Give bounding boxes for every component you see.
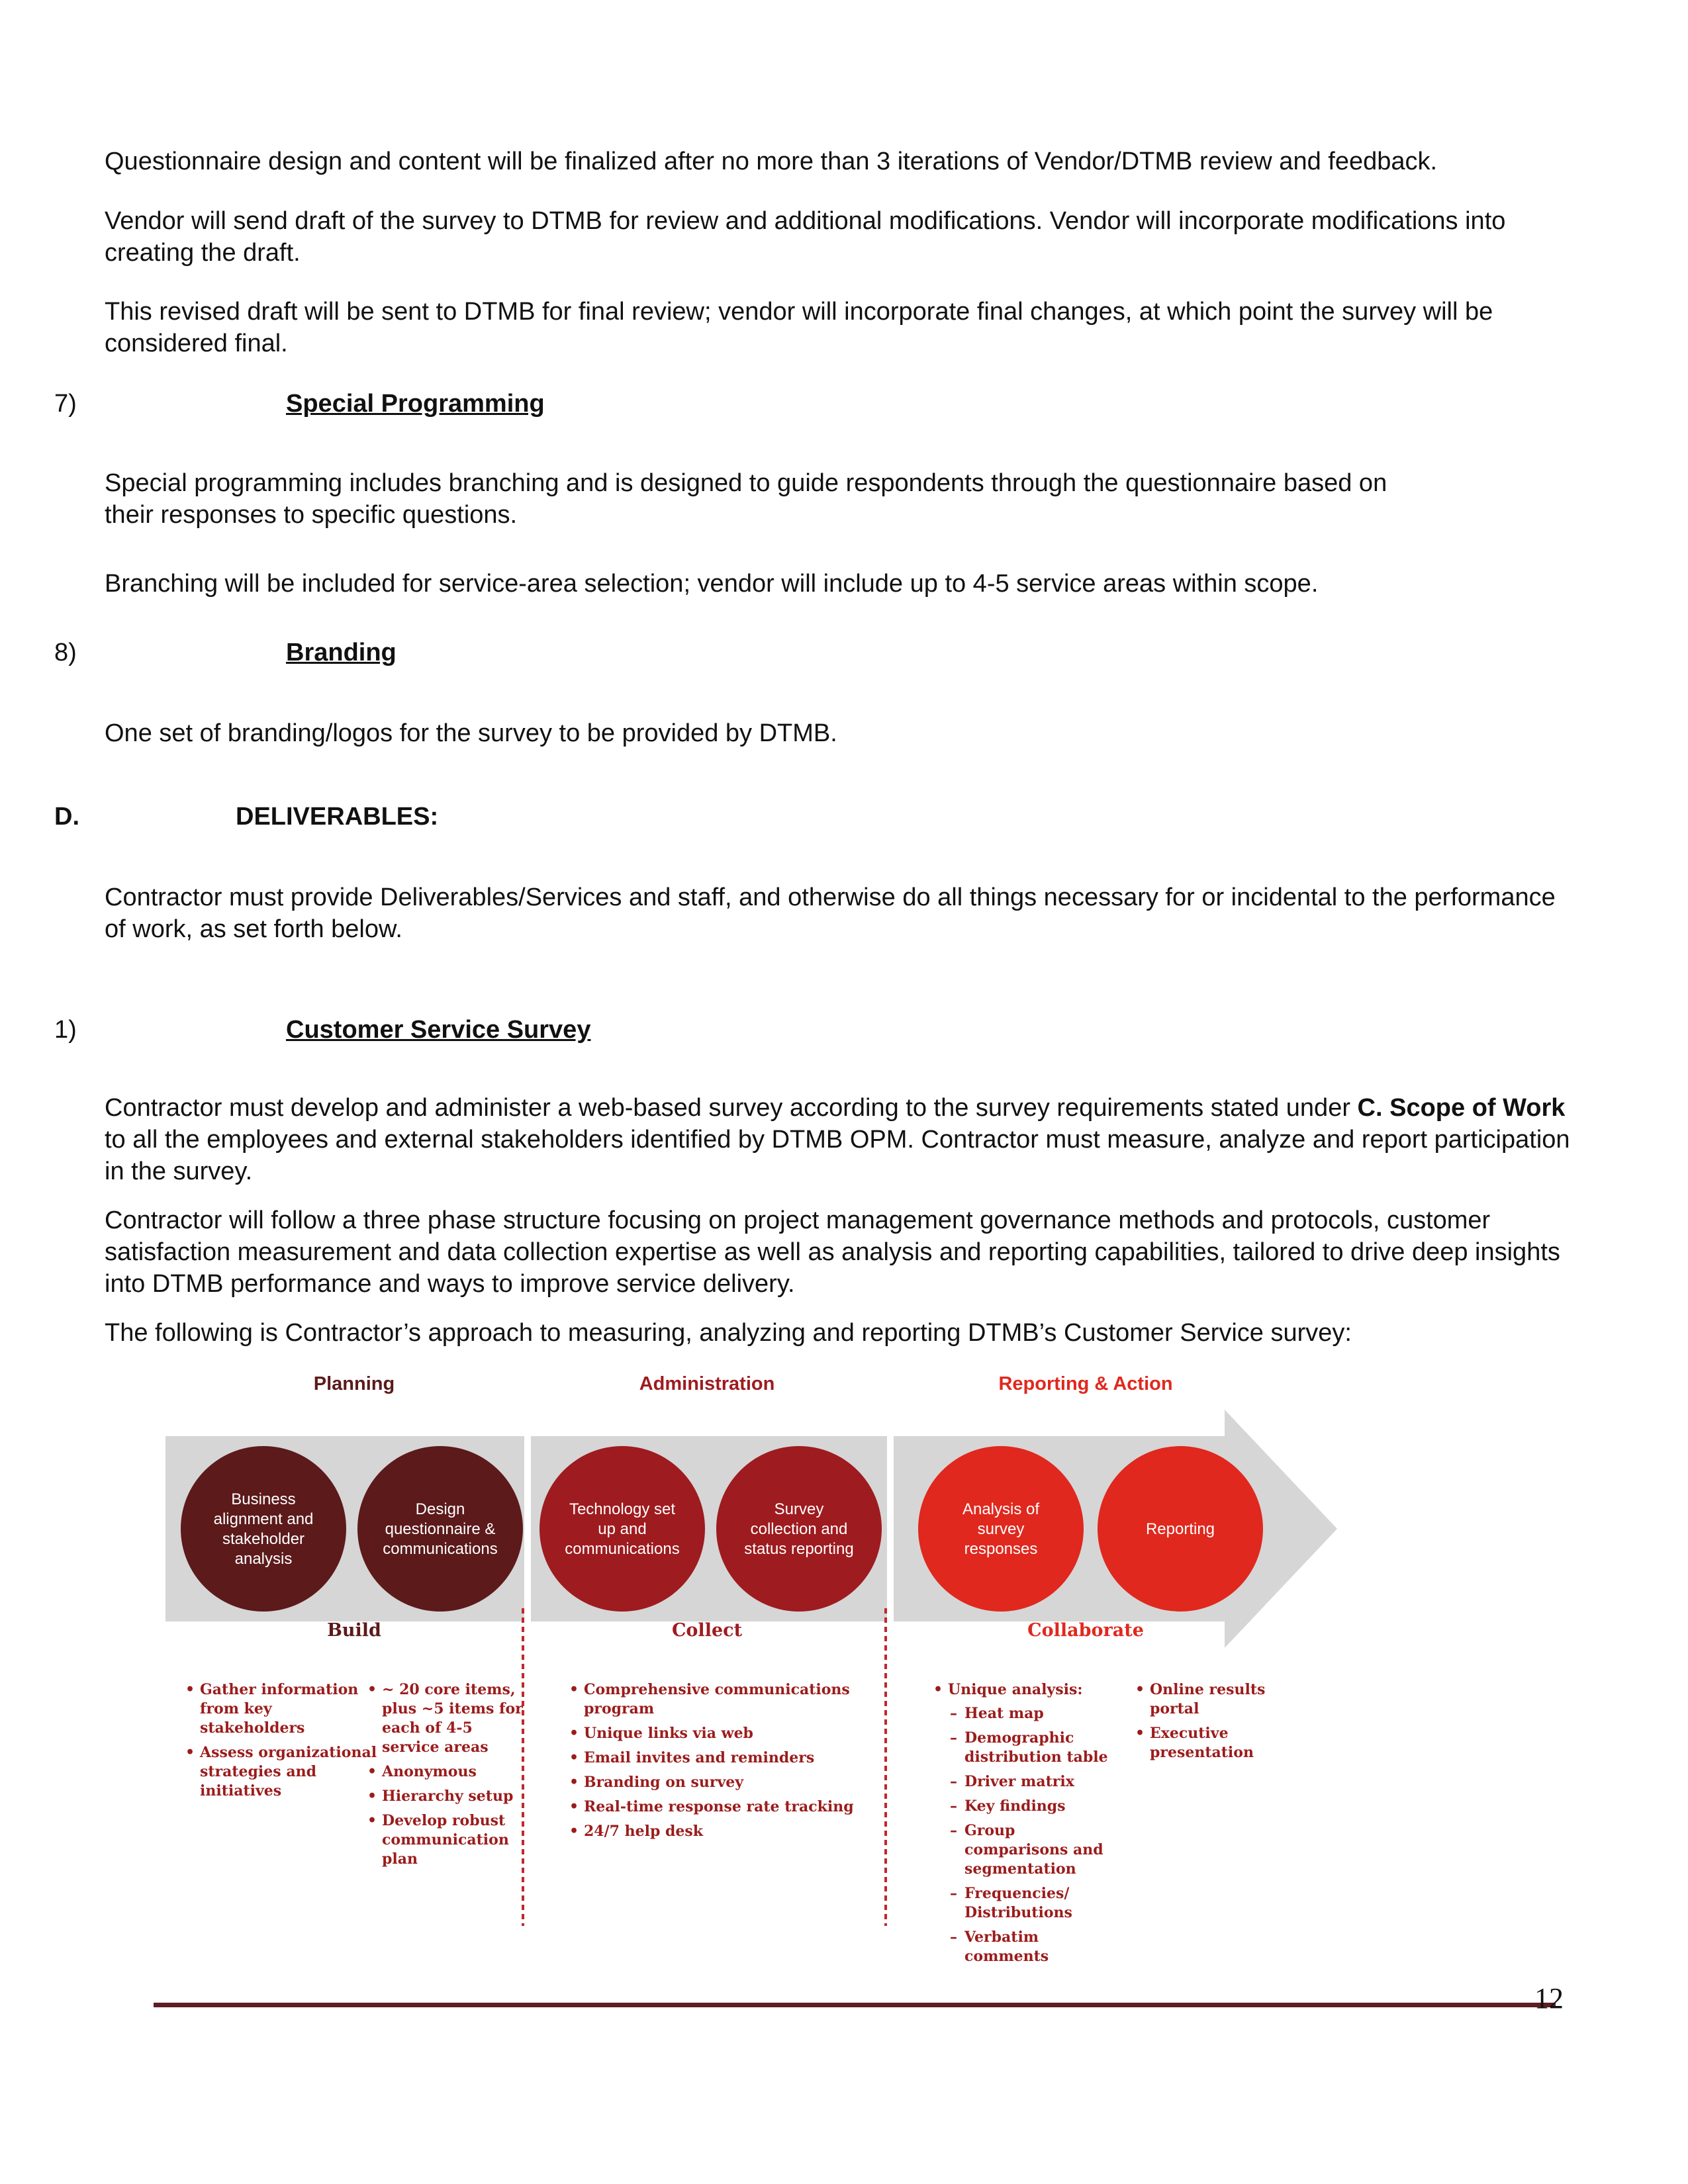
bullet-marker: –: [950, 1885, 957, 1902]
bullet-text: Unique links via web: [584, 1725, 753, 1742]
circle-label: responses: [964, 1540, 1038, 1558]
bullet-marker: •: [367, 1812, 377, 1829]
paragraph-vendor-draft: Vendor will send draft of the survey to DTMB for review and additional modifications. Vendor will incorporate modifications into creating the draft.: [105, 207, 1506, 267]
phase-title: Planning: [313, 1373, 395, 1394]
bullet-text: comparisons and: [964, 1841, 1103, 1858]
bullet-text: ~ 20 core items,: [382, 1681, 516, 1698]
bullet-text: Branding on survey: [584, 1774, 744, 1791]
section-letter-d: D.: [54, 803, 79, 831]
circle-label: Reporting: [1145, 1520, 1215, 1538]
footer-rule: [154, 2003, 1556, 2007]
bullet-marker: •: [933, 1681, 943, 1698]
circle-label: survey: [977, 1520, 1025, 1538]
circle-label: Design: [415, 1500, 465, 1518]
bullet-marker: •: [1135, 1681, 1145, 1698]
bullet-text: Comprehensive communications: [584, 1681, 850, 1698]
bullet-text: Real-time response rate tracking: [584, 1798, 854, 1815]
phase-title: Reporting & Action: [998, 1373, 1173, 1394]
bullet-text: Key findings: [964, 1797, 1066, 1815]
bullet-text: Group: [964, 1822, 1015, 1839]
bullet-text: Frequencies/: [964, 1885, 1070, 1902]
bullet-marker: –: [950, 1822, 957, 1839]
circle-label: Survey: [774, 1500, 824, 1518]
bullet-marker: –: [950, 1773, 957, 1790]
paragraph-three-phase: Contractor will follow a three phase structure focusing on project management governance methods and protocols, customer satisfaction measurement and data collection expertise as well as analysis and reporting capabilities, tailored to drive deep insights into DTMB performance and ways to improve service delivery.: [105, 1206, 1560, 1298]
circle-label: stakeholder: [222, 1530, 305, 1548]
bullet-text: communication: [382, 1831, 509, 1848]
bullet-text: Assess organizational: [200, 1744, 377, 1761]
bullet-marker: •: [569, 1749, 579, 1766]
bullet-marker: •: [367, 1763, 377, 1780]
bullet-text: Heat map: [964, 1705, 1044, 1722]
paragraph-approach: The following is Contractor’s approach to measuring, analyzing and reporting DTMB’s Customer Service survey:: [105, 1319, 1352, 1347]
section-number-1: 1): [54, 1016, 77, 1044]
bullet-marker: •: [569, 1725, 579, 1742]
bullet-marker: –: [950, 1797, 957, 1815]
bullet-text: distribution table: [964, 1749, 1108, 1766]
bullet-marker: •: [569, 1823, 579, 1840]
bullet-text: portal: [1150, 1700, 1199, 1717]
circle-label: Business: [231, 1490, 296, 1508]
bullet-text: Anonymous: [382, 1763, 477, 1780]
bullet-text: from key: [200, 1700, 272, 1717]
bullet-text: Distributions: [964, 1904, 1072, 1921]
paragraph-special-programming: Special programming includes branching and is designed to guide respondents through the questionnaire based on their responses to specific questions.: [105, 469, 1387, 529]
paragraph-revised-draft: This revised draft will be sent to DTMB for final review; vendor will incorporate final changes, at which point the survey will be considered final.: [105, 298, 1493, 357]
circle-label: status reporting: [744, 1540, 854, 1558]
paragraph-iterations: Questionnaire design and content will be finalized after no more than 3 iterations of Vendor/DTMB review and feedback.: [105, 148, 1438, 175]
bullet-text: Demographic: [964, 1729, 1074, 1747]
bullet-text: Unique analysis:: [948, 1681, 1083, 1698]
bullet-text: program: [584, 1700, 655, 1717]
bullet-text: stakeholders: [200, 1719, 305, 1737]
circle-label: analysis: [234, 1550, 293, 1568]
phase-step-circle: [181, 1446, 346, 1612]
bullet-text: Email invites and reminders: [584, 1749, 815, 1766]
bullet-text: each of 4-5: [382, 1719, 473, 1737]
text-scope-of-work: C. Scope of Work: [1357, 1094, 1566, 1122]
bullet-marker: •: [185, 1681, 195, 1698]
bullet-marker: •: [185, 1744, 195, 1761]
section-title-deliverables: DELIVERABLES:: [236, 803, 439, 831]
bullet-marker: •: [367, 1681, 377, 1698]
bullet-marker: •: [569, 1774, 579, 1791]
phase-divider-band: [524, 1433, 531, 1625]
bullet-text: plan: [382, 1850, 418, 1868]
bullet-text: initiatives: [200, 1782, 282, 1799]
paragraph-branching: Branching will be included for service-area selection; vendor will include up to 4-5 service areas within scope.: [105, 570, 1319, 598]
text-develop-survey-start: Contractor must develop and administer a web-based survey according to the survey requirements stated under: [105, 1094, 1358, 1122]
band-title: Collect: [671, 1620, 743, 1641]
bullet-marker: –: [950, 1705, 957, 1722]
bullet-text: comments: [964, 1948, 1049, 1965]
band-title: Build: [327, 1620, 381, 1641]
bullet-marker: •: [569, 1798, 579, 1815]
bullet-marker: •: [1135, 1725, 1145, 1742]
section-title-branding: Branding: [286, 639, 397, 666]
bullet-text: Hierarchy setup: [382, 1788, 514, 1805]
circle-label: questionnaire &: [385, 1520, 496, 1538]
text-develop-survey-end: to all the employees and external stakeholders identified by DTMB OPM. Contractor must measure, analyze and report participation in the survey.: [105, 1126, 1570, 1185]
paragraph-develop-survey: [105, 1092, 1581, 1187]
bullet-text: segmentation: [964, 1860, 1076, 1878]
circle-label: up and: [598, 1520, 647, 1538]
bullet-marker: •: [367, 1788, 377, 1805]
bullet-text: Develop robust: [382, 1812, 506, 1829]
phase-divider-band: [887, 1433, 894, 1625]
bullet-text: 24/7 help desk: [584, 1823, 704, 1840]
bullet-text: plus ~5 items for: [382, 1700, 523, 1717]
bullet-text: Verbatim: [964, 1929, 1039, 1946]
paragraph-branding: One set of branding/logos for the survey to be provided by DTMB.: [105, 719, 837, 747]
bullet-marker: –: [950, 1929, 957, 1946]
approach-diagram: [165, 1370, 1350, 1979]
section-title-special-programming: Special Programming: [286, 390, 545, 418]
page-number: 12: [1534, 1982, 1564, 2015]
band-title: Collaborate: [1027, 1620, 1144, 1641]
bullet-text: Executive: [1150, 1725, 1229, 1742]
bullet-text: Online results: [1150, 1681, 1266, 1698]
circle-label: communications: [565, 1540, 680, 1558]
section-number-7: 7): [54, 390, 77, 418]
circle-label: Technology set: [569, 1500, 676, 1518]
section-number-8: 8): [54, 639, 77, 666]
bullet-text: strategies and: [200, 1763, 316, 1780]
bullet-text: presentation: [1150, 1744, 1254, 1761]
phase-title: Administration: [639, 1373, 775, 1394]
bullet-text: Gather information: [200, 1681, 359, 1698]
bullet-marker: •: [569, 1681, 579, 1698]
bullet-text: service areas: [382, 1739, 489, 1756]
circle-label: alignment and: [213, 1510, 314, 1528]
bullet-marker: –: [950, 1729, 957, 1747]
section-title-customer-service-survey: Customer Service Survey: [286, 1016, 591, 1044]
paragraph-deliverables: Contractor must provide Deliverables/Services and staff, and otherwise do all things necessary for or incidental to the performance of work, as set forth below.: [105, 884, 1556, 943]
circle-label: collection and: [750, 1520, 848, 1538]
circle-label: communications: [383, 1540, 498, 1558]
circle-label: Analysis of: [962, 1500, 1040, 1518]
bullet-text: Driver matrix: [964, 1773, 1074, 1790]
